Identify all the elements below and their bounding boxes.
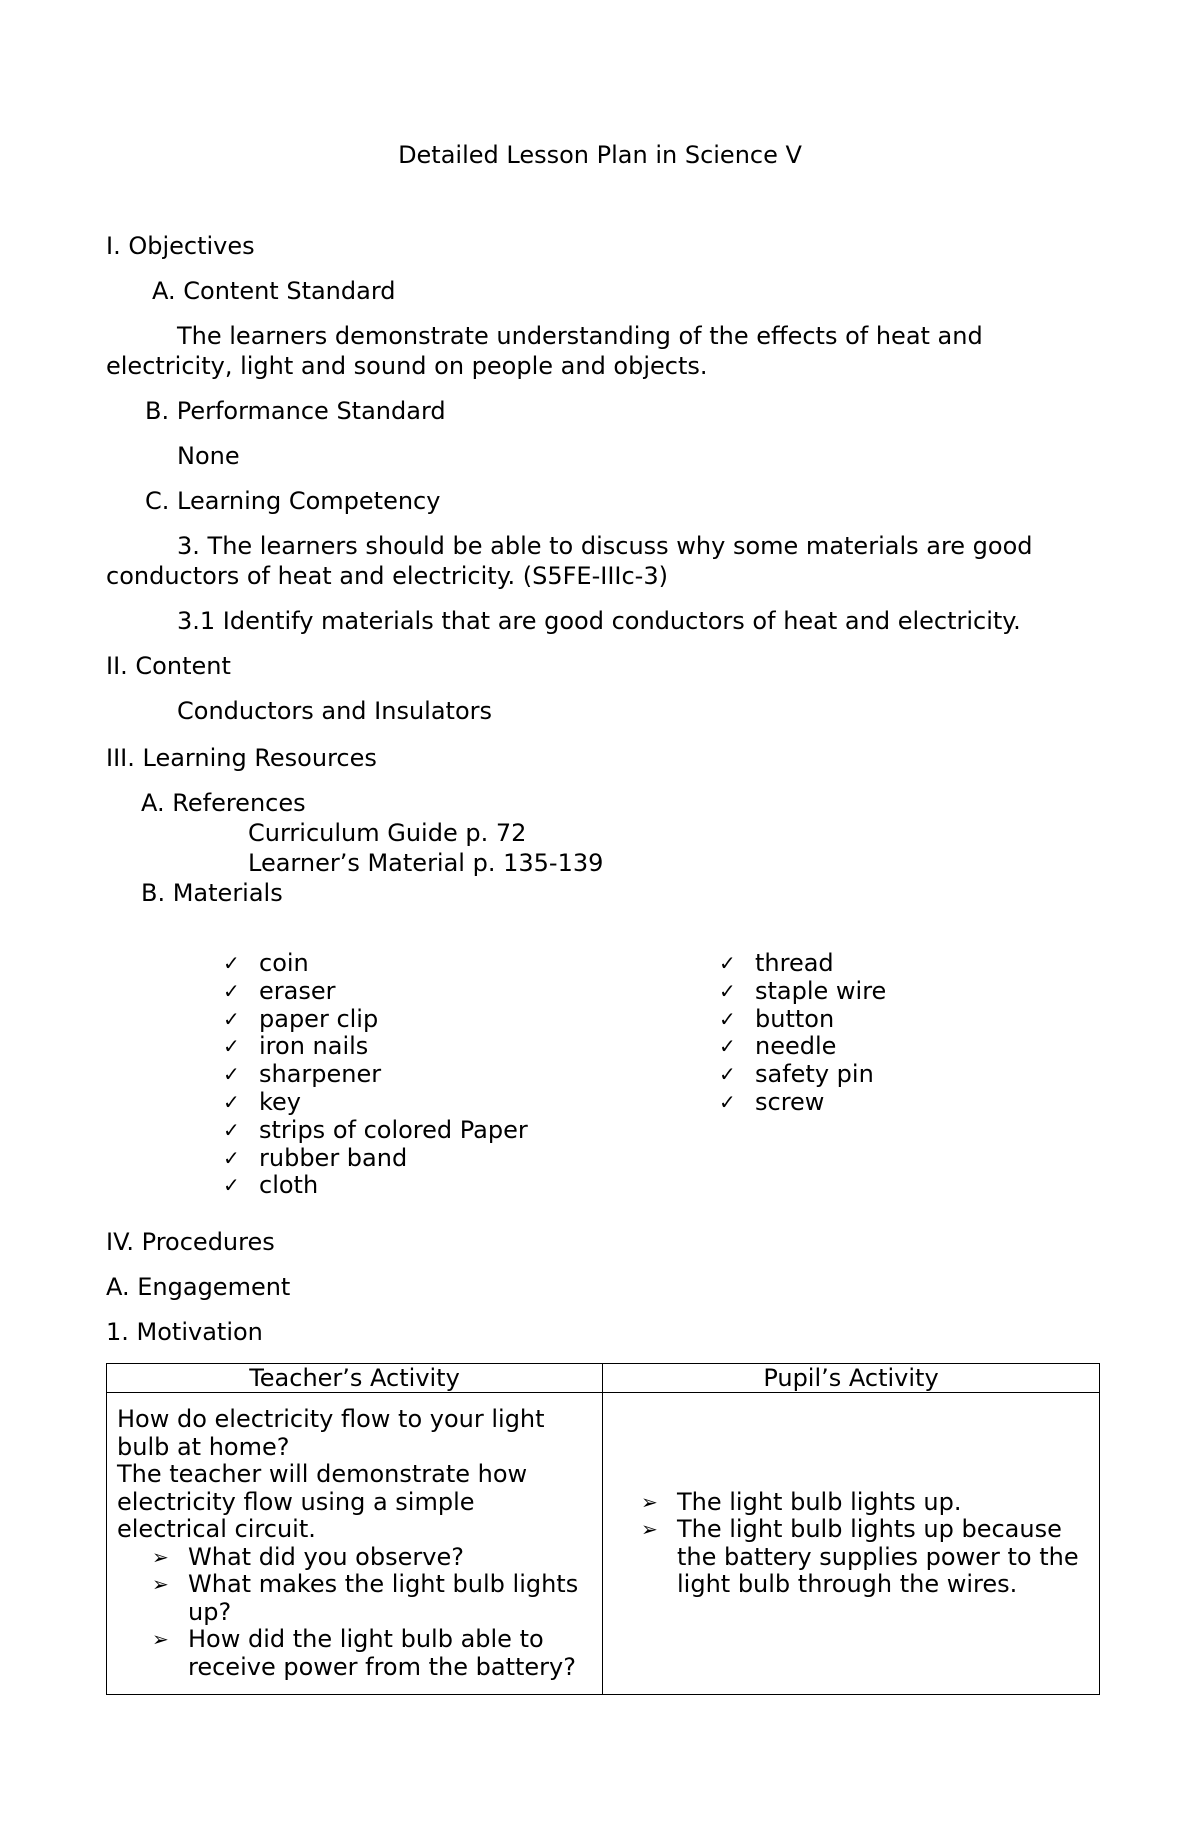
- list-item: [719, 978, 886, 1006]
- material-label: eraser: [259, 976, 336, 1005]
- content-heading: II. Content: [106, 652, 231, 680]
- question-text: How did the light bulb able to receive power from the battery?: [188, 1625, 576, 1681]
- question-text: What makes the light bulb lights up?: [188, 1570, 579, 1626]
- check-icon: ✓: [223, 1173, 240, 1198]
- material-label: cloth: [259, 1171, 319, 1200]
- learning-resources-heading: III. Learning Resources: [106, 744, 377, 772]
- check-icon: ✓: [719, 1062, 736, 1087]
- procedures-heading: IV. Procedures: [106, 1228, 275, 1256]
- arrowhead-bullet-icon: ➢: [152, 1544, 169, 1569]
- material-label: iron nails: [259, 1032, 369, 1061]
- arrowhead-bullet-icon: ➢: [641, 1517, 658, 1541]
- check-icon: ✓: [719, 978, 736, 1003]
- material-label: screw: [755, 1087, 825, 1116]
- performance-standard-heading: B. Performance Standard: [145, 397, 446, 425]
- list-item: [223, 1089, 528, 1117]
- engagement-heading: A. Engagement: [106, 1273, 291, 1301]
- content-standard-line2: electricity, light and sound on people and objects.: [106, 352, 708, 380]
- pupil-activity-header: Pupil’s Activity: [603, 1364, 1100, 1393]
- references-heading: A. References: [141, 789, 306, 817]
- content-text: Conductors and Insulators: [177, 697, 493, 725]
- material-label: key: [259, 1087, 302, 1116]
- pupil-activity-cell: [603, 1393, 1100, 1695]
- check-icon: ✓: [223, 1006, 240, 1031]
- list-item: [223, 1061, 528, 1089]
- arrowhead-bullet-icon: ➢: [152, 1572, 169, 1596]
- list-item: [223, 1172, 528, 1200]
- material-label: button: [755, 1004, 835, 1033]
- answer-text: The light bulb lights up because the battery supplies power to the light bulb through the wires.: [677, 1515, 1079, 1598]
- check-icon: ✓: [223, 1117, 240, 1142]
- pupil-answers: [641, 1489, 1085, 1599]
- teacher-demo: The teacher will demonstrate how electricity flow using a simple electrical circuit.: [117, 1460, 528, 1543]
- material-label: needle: [755, 1032, 837, 1061]
- learning-competency-sub: 3.1 Identify materials that are good conductors of heat and electricity.: [177, 607, 1021, 635]
- teacher-questions: [117, 1544, 592, 1682]
- activity-table: [106, 1363, 1100, 1695]
- list-item: [223, 950, 528, 978]
- list-item: [223, 1006, 528, 1034]
- check-icon: ✓: [719, 1089, 736, 1114]
- list-item: [223, 1117, 528, 1145]
- reference-item: Learner’s Material p. 135-139: [248, 849, 604, 877]
- list-item: [223, 1033, 528, 1061]
- arrowhead-bullet-icon: ➢: [152, 1627, 169, 1651]
- document-title: Detailed Lesson Plan in Science V: [398, 141, 802, 169]
- list-item: [117, 1544, 592, 1572]
- learning-competency-heading: C. Learning Competency: [145, 487, 441, 515]
- check-icon: ✓: [223, 1062, 240, 1087]
- list-item: [117, 1571, 592, 1626]
- list-item: [641, 1489, 1085, 1517]
- materials-list-left: [223, 950, 528, 1200]
- learning-competency-line1: 3. The learners should be able to discuss why some materials are good: [177, 532, 1033, 560]
- material-label: safety pin: [755, 1060, 874, 1089]
- material-label: paper clip: [259, 1004, 379, 1033]
- material-label: coin: [259, 949, 309, 977]
- list-item: [719, 1061, 886, 1089]
- motivation-heading: 1. Motivation: [106, 1318, 263, 1346]
- check-icon: ✓: [223, 978, 240, 1003]
- table-row: [107, 1393, 1100, 1695]
- table-header-row: [107, 1364, 1100, 1393]
- materials-list-right: [719, 950, 886, 1117]
- check-icon: ✓: [223, 1089, 240, 1114]
- list-item: [719, 1033, 886, 1061]
- content-standard-line1: The learners demonstrate understanding of the effects of heat and: [177, 322, 983, 350]
- content-standard-heading: A. Content Standard: [152, 277, 396, 305]
- materials-heading: B. Materials: [141, 879, 283, 907]
- answer-text: The light bulb lights up.: [677, 1487, 962, 1516]
- check-icon: ✓: [223, 1034, 240, 1059]
- check-icon: ✓: [719, 951, 736, 975]
- list-item: [641, 1516, 1085, 1599]
- material-label: staple wire: [755, 976, 887, 1005]
- check-icon: ✓: [223, 951, 240, 975]
- arrowhead-bullet-icon: ➢: [641, 1489, 658, 1514]
- material-label: rubber band: [259, 1143, 408, 1172]
- material-label: strips of colored Paper: [259, 1115, 528, 1144]
- objectives-heading: I. Objectives: [106, 232, 255, 260]
- performance-standard-text: None: [177, 442, 240, 470]
- list-item: [223, 978, 528, 1006]
- learning-competency-line2: conductors of heat and electricity. (S5FE-IIIc-3): [106, 562, 668, 590]
- teacher-activity-header: Teacher’s Activity: [107, 1364, 603, 1393]
- list-item: [223, 1145, 528, 1173]
- list-item: [719, 1089, 886, 1117]
- material-label: thread: [755, 949, 834, 977]
- check-icon: ✓: [223, 1145, 240, 1170]
- teacher-activity-cell: [107, 1393, 603, 1695]
- list-item: [719, 950, 886, 978]
- question-text: What did you observe?: [188, 1542, 464, 1571]
- material-label: sharpener: [259, 1060, 382, 1089]
- check-icon: ✓: [719, 1006, 736, 1031]
- teacher-intro: How do electricity flow to your light bulb at home?: [117, 1405, 545, 1461]
- check-icon: ✓: [719, 1034, 736, 1059]
- list-item: [117, 1626, 592, 1681]
- reference-item: Curriculum Guide p. 72: [248, 819, 527, 847]
- list-item: [719, 1006, 886, 1034]
